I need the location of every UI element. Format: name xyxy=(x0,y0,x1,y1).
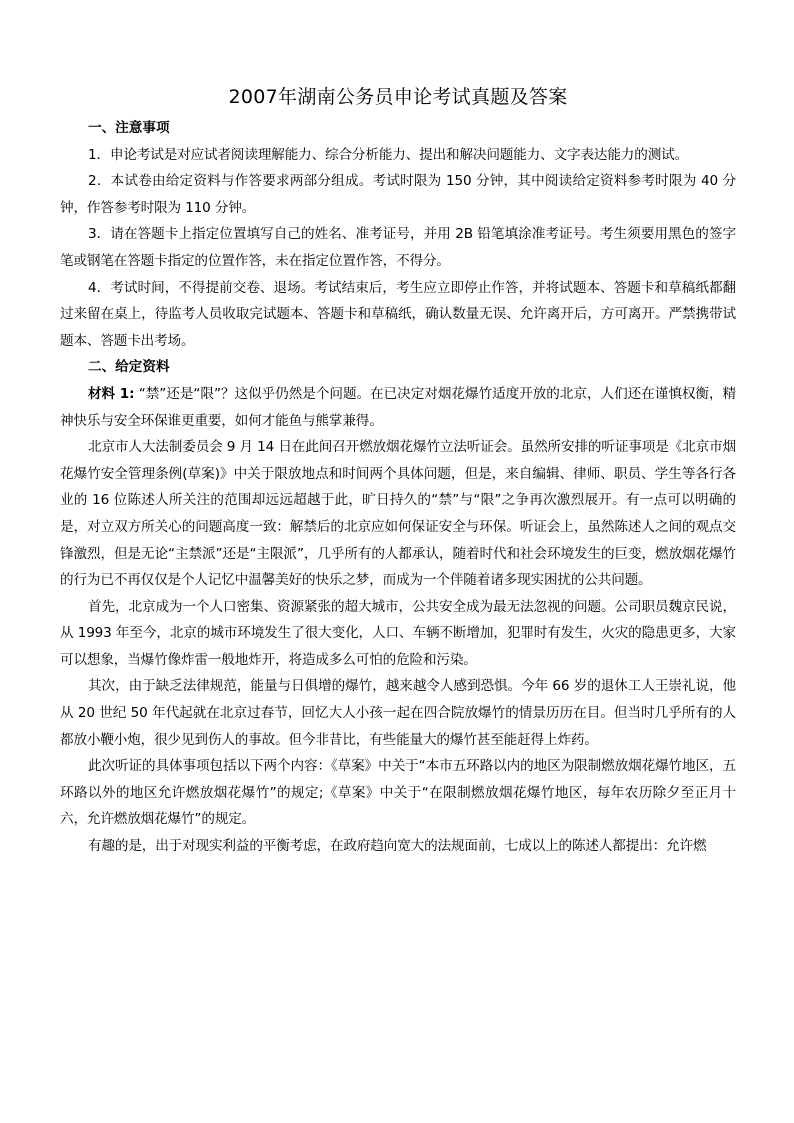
notes-item-1: 1．申论考试是对应试者阅读理解能力、综合分析能力、提出和解决问题能力、文字表达能力的测试。 xyxy=(88,146,689,163)
material-paragraph: 其次，由于缺乏法律规范，能量与日俱增的爆竹，越来越令人感到恐惧。今年 66 岁的退休工人王崇礼说，他从 20 世纪 50 年代起就在北京过春节，回忆大人小孩一起在四合院放爆竹的情景历历在目。但当时几乎所有的人都放小鞭小炮，很少见到伤人的事故。但今非昔比，有些能量大的爆竹甚至能赶得上炸药。 xyxy=(60,678,736,748)
section-heading-materials: 二、给定资料 xyxy=(88,359,170,376)
material-paragraph: 有趣的是，出于对现实利益的平衡考虑，在政府趋向宽大的法规面前，七成以上的陈述人都提出：允许燃 xyxy=(88,838,707,855)
material-paragraph: 首先，北京成为一个人口密集、资源紧张的超大城市，公共安全成为最无法忽视的问题。公司职员魏京民说，从 1993 年至今，北京的城市环境发生了很大变化，人口、车辆不断增加，犯罪时有发生，火灾的隐患更多，大家可以想象，当爆竹像炸雷一般地炸开，将造成多么可怕的危险和污染。 xyxy=(60,598,736,668)
material-paragraph: 此次听证的具体事项包括以下两个内容：《草案》中关于“本市五环路以内的地区为限制燃放烟花爆竹地区，五环路以外的地区允许燃放烟花爆竹”的规定;《草案》中关于“在限制燃放烟花爆竹地区，每年农历除夕至正月十六，允许燃放烟花爆竹”的规定。 xyxy=(60,758,736,828)
material-paragraph: 北京市人大法制委员会 9 月 14 日在此间召开燃放烟花爆竹立法听证会。虽然所安排的听证事项是《北京市烟花爆竹安全管理条例(草案)》中关于限放地点和时间两个具体问题，但是，来自编辑、律师、职员、学生等各行各业的 16 位陈述人所关注的范围却远远超越于此，旷日持久的“禁”与“限”之争再次激烈展开。有一点可以明确的是，对立双方所关心的问题高度一致：解禁后的北京应如何保证安全与环保。听证会上，虽然陈述人之间的观点交锋激烈，但是无论“主禁派”还是“主限派”，几乎所有的人都承认，随着时代和社会环境发生的巨变，燃放烟花爆竹的行为已不再仅仅是个人记忆中温馨美好的快乐之梦，而成为一个伴随着诸多现实困扰的公共问题。 xyxy=(60,439,736,589)
notes-item-4: 4．考试时间，不得提前交卷、退场。考试结束后，考生应立即停止作答，并将试题本、答题卡和草稿纸都翻过来留在桌上，待监考人员收取完试题本、答题卡和草稿纸，确认数量无误、允许离开后，方可离开。严禁携带试题本、答题卡出考场。 xyxy=(60,279,736,349)
document-page xyxy=(60,82,736,860)
material-label: 材料 1: xyxy=(88,385,135,402)
notes-item-2: 2．本试卷由给定资料与作答要求两部分组成。考试时限为 150 分钟，其中阅读给定资料参考时限为 40 分钟，作答参考时限为 110 分钟。 xyxy=(60,173,736,216)
section-heading-notes: 一、注意事项 xyxy=(88,120,170,136)
material-1-intro xyxy=(60,381,736,434)
material-1-intro-text: “禁”还是“限”？这似乎仍然是个问题。在已决定对烟花爆竹适度开放的北京，人们还在谨慎权衡，精神快乐与安全环保谁更重要，如何才能鱼与熊掌兼得。 xyxy=(60,385,736,429)
notes-item-3: 3．请在答题卡上指定位置填写自己的姓名、准考证号，并用 2B 铅笔填涂准考证号。考生须要用黑色的签字笔或钢笔在答题卡指定的位置作答，未在指定位置作答，不得分。 xyxy=(60,226,736,269)
document-title: 2007年湖南公务员申论考试真题及答案 xyxy=(228,86,568,108)
